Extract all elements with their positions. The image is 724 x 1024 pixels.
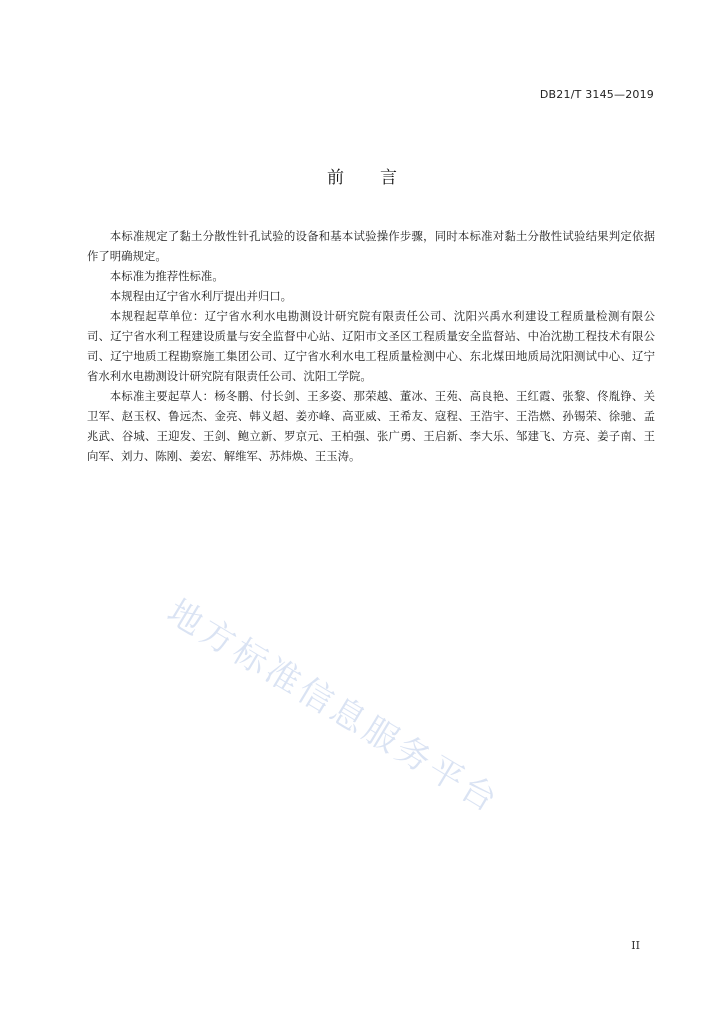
document-code: DB21/T 3145—2019 (539, 88, 654, 101)
foreword-body (87, 226, 655, 466)
paragraph-scope: 本标准规定了黏土分散性针孔试验的设备和基本试验操作步骤，同时本标准对黏土分散性试验结果判定依据作了明确规定。 (87, 229, 655, 263)
watermark: 地方标准信息服务平台 (160, 591, 507, 822)
page-number: II (631, 939, 640, 952)
title-char-1: 前 (327, 168, 344, 188)
paragraph-recommended: 本标准为推荐性标准。 (109, 269, 224, 283)
paragraph-proposer: 本规程由辽宁省水利厅提出并归口。 (109, 289, 293, 303)
paragraph-drafting-units: 本规程起草单位：辽宁省水利水电勘测设计研究院有限责任公司、沈阳兴禹水利建设工程质量检测有限公司、辽宁省水利工程建设质量与安全监督中心站、辽阳市文圣区工程质量安全监督站、中冶沈勘工程技术有限公司、辽宁地质工程勘察施工集团公司、辽宁省水利水电工程质量检测中心、东北煤田地质局沈阳测试中心、辽宁省水利水电勘测设计研究院有限责任公司、沈阳工学院。 (87, 309, 655, 383)
title-char-2: 言 (380, 168, 397, 188)
page-title (0, 163, 724, 188)
paragraph-drafters: 本标准主要起草人：杨冬鹏、付长剑、王多姿、那荣越、董冰、王苑、高良艳、王红霞、张黎、佟胤铮、关卫军、赵玉权、鲁远杰、金亮、韩义超、姜亦峰、高亚威、王希友、寇程、王浩宇、王浩燃、孙锡荣、徐驰、孟兆武、谷城、王迎发、王剑、鲍立新、罗京元、王柏强、张广勇、王启新、李大乐、邹建飞、方亮、姜子南、王向军、刘力、陈刚、姜宏、解维军、苏炜焕、王玉涛。 (87, 389, 655, 463)
